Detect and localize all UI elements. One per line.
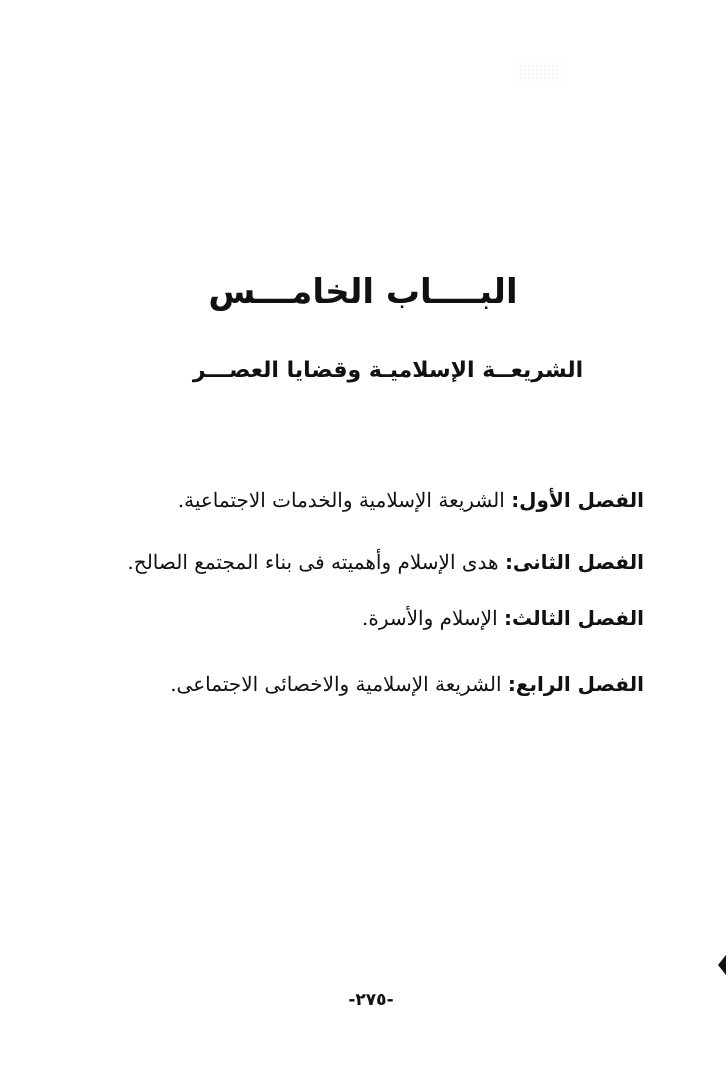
chapter-label: الفصل الرابع: (507, 672, 644, 696)
chapter-title: الإسلام والأسرة. (361, 606, 498, 630)
chapter-title: الشريعة الإسلامية والخدمات الاجتماعية. (177, 488, 505, 512)
part-title: البــــاب الخامـــس (208, 272, 518, 312)
chapter-label: الفصل الأول: (511, 488, 644, 512)
page-number: -٢٧٥- (348, 990, 394, 1010)
chapter-item (127, 548, 644, 576)
chapter-item (170, 670, 644, 698)
chapter-title: هدى الإسلام وأهميته فى بناء المجتمع الصالح. (127, 550, 499, 574)
chapter-label: الفصل الثانى: (504, 550, 644, 574)
chapter-label: الفصل الثالث: (504, 606, 644, 630)
chapter-item (178, 486, 644, 514)
page-edge-mark (718, 955, 726, 975)
chapter-item (362, 604, 644, 632)
chapter-title: الشريعة الإسلامية والاخصائى الاجتماعى. (170, 672, 502, 696)
part-subtitle: الشريعــة الإسلاميـة وقضايا العصـــر (192, 358, 584, 383)
scan-speckle (515, 60, 565, 84)
